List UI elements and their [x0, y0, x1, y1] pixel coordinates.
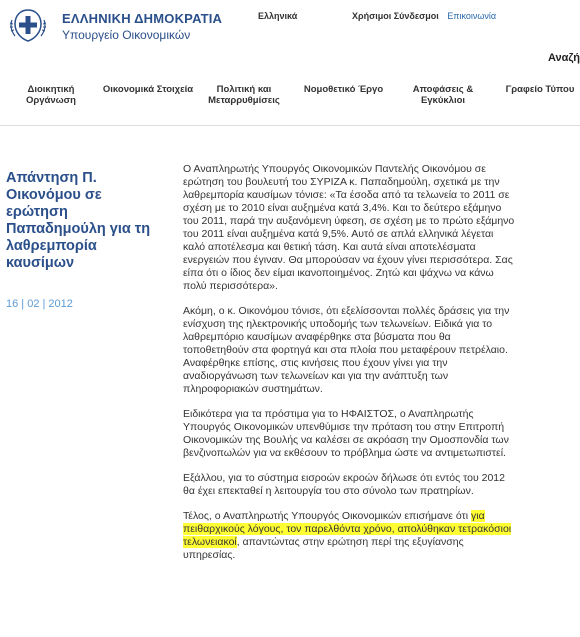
- language-link[interactable]: Ελληνικά: [258, 11, 298, 21]
- useful-links-link[interactable]: Χρήσιμοι Σύνδεσμοι: [352, 11, 439, 21]
- nav-item-decisions-circulars[interactable]: Αποφάσεις & Εγκύκλιοι: [412, 84, 474, 106]
- article-sidebar: [6, 170, 166, 310]
- search-link[interactable]: Αναζή: [548, 52, 580, 64]
- contact-link[interactable]: Επικοινωνία: [447, 11, 497, 21]
- article-body: [183, 163, 518, 574]
- main-navigation: [0, 74, 580, 126]
- site-header: [0, 0, 580, 72]
- greek-emblem-icon: [6, 6, 50, 44]
- nav-item-policy-reforms[interactable]: Πολιτική και Μεταρρυθμίσεις: [208, 84, 280, 106]
- article-title: Απάντηση Π. Οικονόμου σε ερώτηση Παπαδημούλη για τη λαθρεμπορία καυσίμων: [6, 170, 151, 271]
- article-date: 16 | 02 | 2012: [6, 298, 73, 310]
- ministry-logo[interactable]: [6, 6, 223, 44]
- nav-item-legislative-work[interactable]: Νομοθετικό Έργο: [303, 84, 384, 95]
- article-paragraph: Ο Αναπληρωτής Υπουργός Οικονομικών Παντελής Οικονόμου σε ερώτηση του βουλευτή του ΣΥΡΙΖΑ κ. Παπαδημούλη, σχετικά με την λαθρεμπορία καυσίμων τόνισε: «Τα έσοδα από τα τελωνεία το 2011 σε σχέση με το 2010 είναι αυξημένα κατά 3,4%. Και το δεύτερο εξάμηνο του 2011, παρά την αυξανόμενη ύφεση, σε σχέση με το πρώτο εξάμηνο του 2011 είναι αυξημένα κατά 9,5%. Αυτό σε απλά ελληνικά λέγεται καλό αποτέλεσμα και θετική τάση. Και αυτά είναι αποτελέσματα ενεργειών που έγιναν. Θα μπορούσαν να έχουν γίνει περισσότερα. Σας είπα ότι ο ίδιος δεν είμαι ικανοποιημένος. Ζητώ και ψάχνω να κάνω πολύ περισσότερα».: [183, 163, 515, 292]
- logo-title: ΕΛΛΗΝΙΚΗ ΔΗΜΟΚΡΑΤΙΑ: [62, 11, 223, 26]
- logo-subtitle: Υπουργείο Οικονομικών: [62, 28, 191, 42]
- top-links: [352, 11, 496, 21]
- paragraph-text: , απαντώντας στην ερώτηση περί της εξυγίανσης υπηρεσίας.: [183, 536, 464, 561]
- article-paragraph: Ειδικότερα για τα πρόστιμα για το ΗΦΑΙΣΤΟΣ, ο Αναπληρωτής Υπουργός Οικονομικών υπενθύμισε την πρόταση του στην Επιτροπή Οικονομικών της Βουλής να καλέσει σε ακρόαση την Ομοσπονδία των βενζινοπωλών για να εκθέσουν το πρόβλημα ώστε να αντιμετωπιστεί.: [183, 408, 509, 459]
- nav-item-administrative-organization[interactable]: Διοικητική Οργάνωση: [25, 84, 76, 106]
- article-paragraph: Εξάλλου, για το σύστημα εισροών εκροών δήλωσε ότι εντός του 2012 θα έχει επεκταθεί η λειτουργία του στο σύνολο των πρατηρίων.: [183, 472, 505, 497]
- paragraph-text: Τέλος, ο Αναπληρωτής Υπουργός Οικονομικών επισήμανε ότι: [183, 510, 471, 522]
- highlighted-text: για πειθαρχικούς λόγους, τον παρελθόντα χρόνο, απολύθηκαν τετρακόσιοι τελωνειακοί: [183, 510, 512, 548]
- nav-item-financial-data[interactable]: Οικονομικά Στοιχεία: [102, 84, 194, 95]
- article-paragraph: Ακόμη, ο κ. Οικονόμου τόνισε, ότι εξελίσσονται πολλές δράσεις για την ενίσχυση της ηλεκτρονικής υποδομής των τελωνείων. Ειδικά για το λαθρεμπόριο καυσίμων αναφέρθηκε στα βύσματα που θα τοποθετηθούν στα φορτηγά και στα πλοία που μεταφέρουν πετρέλαιο. Αναφέρθηκε επίσης, στις κινήσεις που έχουν γίνει για την αναδιοργάνωση των τελωνείων και για την ανάπτυξη των πληροφοριακών συστημάτων.: [183, 305, 510, 395]
- nav-item-press-office[interactable]: Γραφείο Τύπου: [505, 84, 575, 95]
- article-paragraph: [183, 510, 518, 562]
